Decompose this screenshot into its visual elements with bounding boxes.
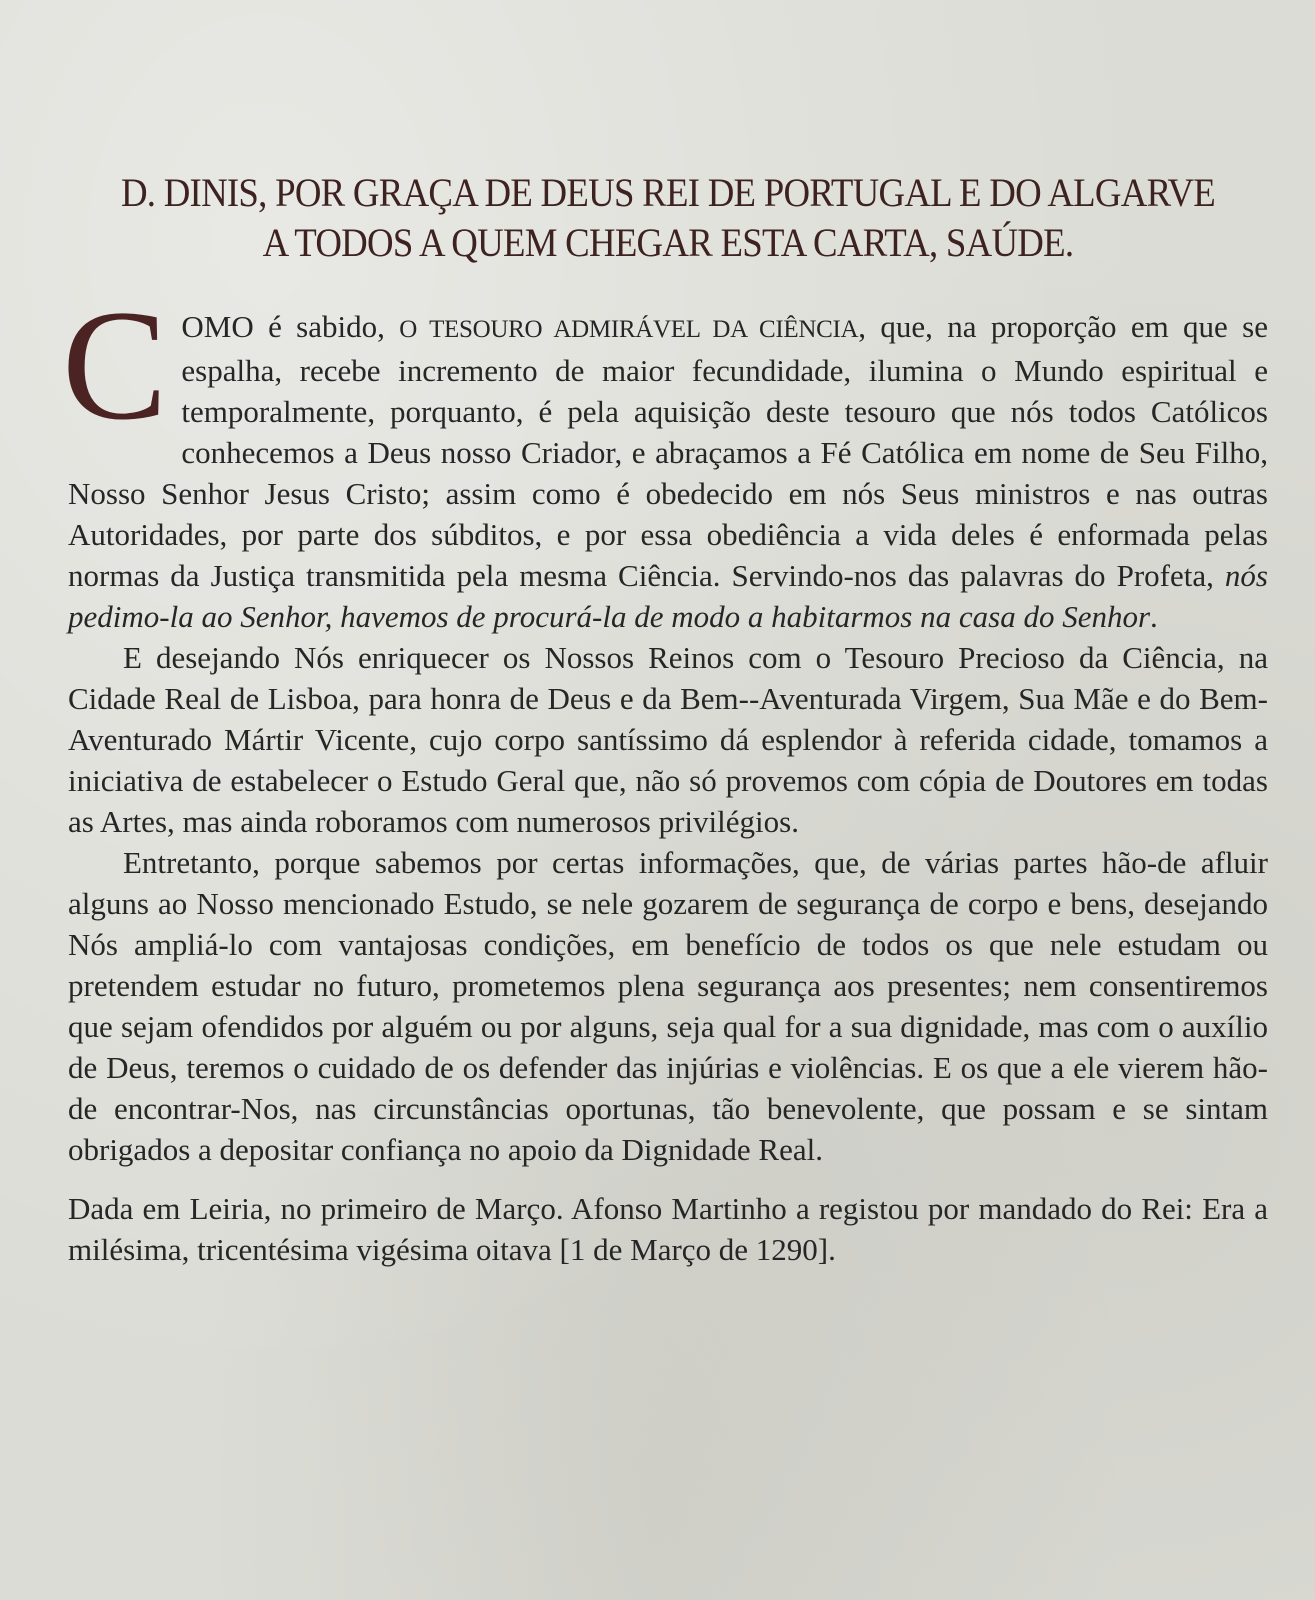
- closing-paragraph: Dada em Leiria, no primeiro de Março. Afonso Martinho a registou por mandado do Rei: Era a milésima, tricentésima vigésima oitava [1 de Março de 1290].: [68, 1191, 1268, 1267]
- paragraph-2: E desejando Nós enriquecer os Nossos Reinos com o Tesouro Precioso da Ciência, na Cidade Real de Lisboa, para honra de Deus e da Bem--Aventurada Virgem, Sua Mãe e do Bem-Aventurado Mártir Vicente, cujo corpo santíssimo dá esplendor à referida cidade, tomamos a iniciativa de estabelecer o Estudo Geral que, não só provemos com cópia de Doutores em todas as Artes, mas ainda roboramos com numerosos privilégios.: [68, 640, 1268, 839]
- paragraph-1: [62, 278, 1268, 637]
- paragraph-1-lead: OMO é sabido,: [181, 309, 400, 344]
- drop-cap: C: [62, 278, 168, 453]
- document-page: [62, 168, 1268, 1270]
- paragraph-1-quote: nós pedimo-la ao Senhor, havemos de procurá-la de modo a habitarmos na casa do Senhor: [68, 558, 1268, 634]
- heading-line-1: D. DINIS, POR GRAÇA DE DEUS REI DE PORTUGAL E DO ALGARVE: [120, 170, 1216, 215]
- letter-heading: [116, 168, 1220, 268]
- paragraph-3: Entretanto, porque sabemos por certas informações, que, de várias partes hão-de afluir alguns ao Nosso mencionado Estudo, se nele gozarem de segurança de corpo e bens, desejando Nós ampliá-lo com vantajosas condições, em benefício de todos os que nele estudam ou pretendem estudar no futuro, prometemos plena segurança aos presentes; nem consentiremos que sejam ofendidos por alguém ou por alguns, seja qual for a sua dignidade, mas com o auxílio de Deus, teremos o cuidado de os defender das injúrias e violências. E os que a ele vierem hão-de encontrar-Nos, nas circunstâncias oportunas, tão benevolente, que possam e se sintam obrigados a depositar confiança no apoio da Dignidade Real.: [68, 845, 1268, 1167]
- paragraph-1-end: .: [1150, 599, 1158, 634]
- letter-body: [62, 278, 1268, 1270]
- heading-line-2: A TODOS A QUEM CHEGAR ESTA CARTA, SAÚDE.: [262, 220, 1074, 265]
- paragraph-1-text: , que, na proporção em que se espalha, recebe incremento de maior fecundidade, ilumina o Mundo espiritual e temporalmente, porquanto, é pela aquisição deste tesouro que nós todos Católicos conhecemos a Deus nosso Criador, e abraçamos a Fé Católica em nome de Seu Filho, Nosso Senhor Jesus Cristo; assim como é obedecido em nós Seus ministros e nas outras Autoridades, por parte dos súbditos, e por essa obediência a vida deles é enformada pelas normas da Justiça transmitida pela mesma Ciência. Servindo-nos das palavras do Profeta,: [68, 309, 1268, 593]
- paragraph-1-smallcaps: O TESOURO ADMIRÁVEL DA CIÊNCIA: [399, 316, 859, 343]
